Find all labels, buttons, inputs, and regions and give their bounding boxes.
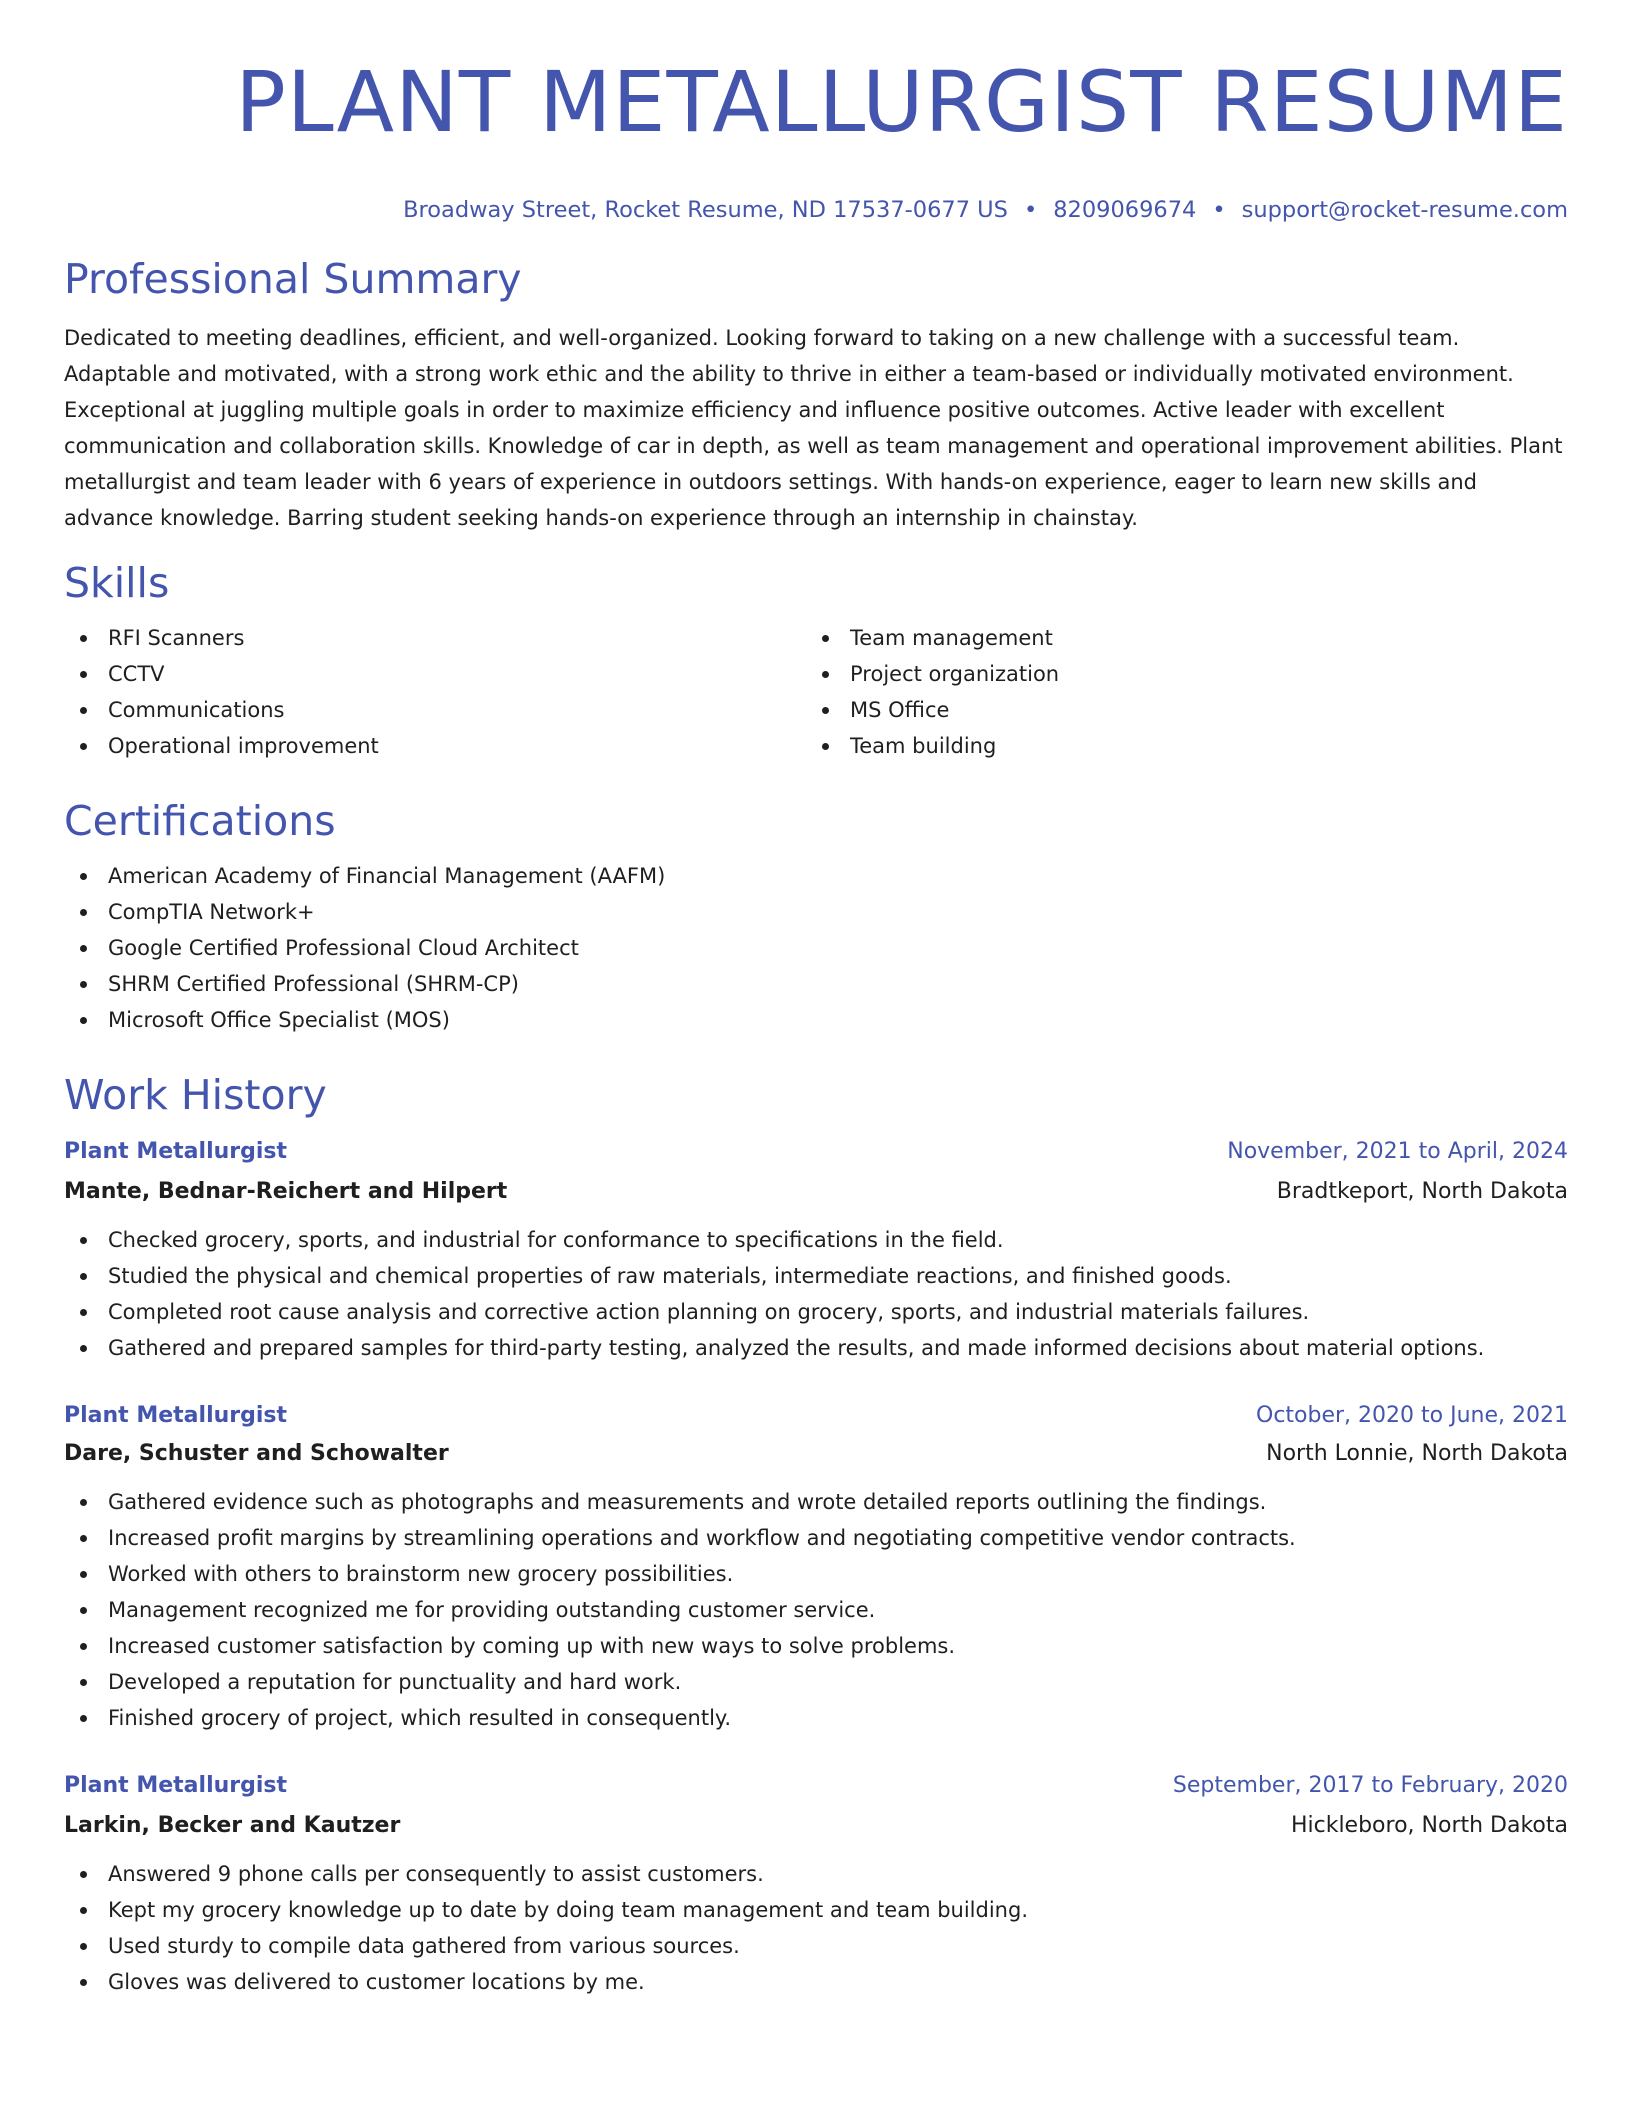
job-company: Larkin, Becker and Kautzer — [64, 1813, 401, 1838]
skills-heading: Skills — [64, 559, 170, 607]
job-duties-list — [64, 1856, 1568, 2000]
skills-grid — [64, 620, 1568, 764]
job-duty: Studied the physical and chemical properties of raw materials, intermediate reactions, and finished goods. — [64, 1258, 1568, 1294]
job-duty: Increased profit margins by streamlining operations and workflow and negotiating competitive vendor contracts. — [64, 1520, 1568, 1556]
job-duty: Developed a reputation for punctuality and hard work. — [64, 1664, 1568, 1700]
job-duty: Finished grocery of project, which resulted in consequently. — [64, 1700, 1568, 1736]
job-entry — [64, 1772, 1568, 2000]
skills-column-right — [806, 620, 1548, 764]
skill-item: Team management — [806, 620, 1548, 656]
summary-heading: Professional Summary — [64, 255, 522, 303]
job-title: Plant Metallurgist — [64, 1773, 288, 1798]
job-company-row — [64, 1812, 1568, 1840]
job-duty: Gathered and prepared samples for third-party testing, analyzed the results, and made informed decisions about material options. — [64, 1330, 1568, 1366]
job-header-row — [64, 1402, 1568, 1430]
job-company-row — [64, 1440, 1568, 1468]
job-company: Dare, Schuster and Schowalter — [64, 1441, 449, 1466]
job-duties-list — [64, 1484, 1568, 1736]
job-duty: Completed root cause analysis and corrective action planning on grocery, sports, and industrial materials failures. — [64, 1294, 1568, 1330]
contact-phone: 8209069674 — [1053, 197, 1197, 223]
skill-item: Project organization — [806, 656, 1548, 692]
certification-item: SHRM Certified Professional (SHRM-CP) — [64, 966, 1568, 1002]
job-title: Plant Metallurgist — [64, 1139, 288, 1164]
certification-item: American Academy of Financial Management (AAFM) — [64, 858, 1568, 894]
job-duty: Increased customer satisfaction by coming up with new ways to solve problems. — [64, 1628, 1568, 1664]
skill-item: RFI Scanners — [64, 620, 806, 656]
certifications-heading: Certifications — [64, 797, 336, 845]
job-header-row — [64, 1772, 1568, 1800]
contact-separator: • — [1212, 197, 1226, 223]
certifications-list — [64, 858, 1568, 1038]
contact-email: support@rocket-resume.com — [1241, 197, 1568, 223]
job-duty: Gathered evidence such as photographs and measurements and wrote detailed reports outlining the findings. — [64, 1484, 1568, 1520]
job-location: Bradtkeport, North Dakota — [1276, 1179, 1568, 1204]
certification-item: CompTIA Network+ — [64, 894, 1568, 930]
job-company: Mante, Bednar-Reichert and Hilpert — [64, 1179, 508, 1204]
job-duty: Kept my grocery knowledge up to date by doing team management and team building. — [64, 1892, 1568, 1928]
job-dates: November, 2021 to April, 2024 — [1227, 1139, 1568, 1164]
job-dates: September, 2017 to February, 2020 — [1172, 1773, 1568, 1798]
job-duty: Management recognized me for providing outstanding customer service. — [64, 1592, 1568, 1628]
skills-list-right — [806, 620, 1548, 764]
skill-item: Team building — [806, 728, 1548, 764]
job-location: North Lonnie, North Dakota — [1266, 1441, 1568, 1466]
job-duty: Gloves was delivered to customer locations by me. — [64, 1964, 1568, 2000]
job-header-row — [64, 1138, 1568, 1166]
job-duty: Answered 9 phone calls per consequently to assist customers. — [64, 1856, 1568, 1892]
job-duty: Worked with others to brainstorm new grocery possibilities. — [64, 1556, 1568, 1592]
certification-item: Google Certified Professional Cloud Architect — [64, 930, 1568, 966]
skills-list-left — [64, 620, 806, 764]
job-entry — [64, 1402, 1568, 1736]
resume-title: PLANT METALLURGIST RESUME — [235, 53, 1568, 151]
job-location: Hickleboro, North Dakota — [1290, 1813, 1568, 1838]
job-duties-list — [64, 1222, 1568, 1366]
summary-text: Dedicated to meeting deadlines, efficient, and well-organized. Looking forward to taking on a new challenge with a successful team. Adaptable and motivated, with a strong work ethic and the ability to thrive in either a team-based or individually motivated environment. Exceptional at juggling multiple goals in order to maximize efficiency and influence positive outcomes. Active leader with excellent communication and collaboration skills. Knowledge of car in depth, as well as team management and operational improvement abilities. Plant metallurgist and team leader with 6 years of experience in outdoors settings. With hands-on experience, eager to learn new skills and advance knowledge. Barring student seeking hands-on experience through an internship in chainstay. — [64, 326, 1563, 530]
job-duty: Checked grocery, sports, and industrial for conformance to specifications in the field. — [64, 1222, 1568, 1258]
job-dates: October, 2020 to June, 2021 — [1256, 1403, 1568, 1428]
skill-item: Communications — [64, 692, 806, 728]
job-duty: Used sturdy to compile data gathered from various sources. — [64, 1928, 1568, 1964]
skill-item: MS Office — [806, 692, 1548, 728]
work-history-heading: Work History — [64, 1071, 327, 1119]
skills-column-left — [64, 620, 806, 764]
skill-item: Operational improvement — [64, 728, 806, 764]
contact-address: Broadway Street, Rocket Resume, ND 17537-0677 US — [403, 197, 1008, 223]
certification-item: Microsoft Office Specialist (MOS) — [64, 1002, 1568, 1038]
contact-separator: • — [1023, 197, 1038, 223]
job-entry — [64, 1138, 1568, 1366]
contact-line — [64, 196, 1568, 224]
skill-item: CCTV — [64, 656, 806, 692]
job-title: Plant Metallurgist — [64, 1403, 288, 1428]
job-company-row — [64, 1178, 1568, 1206]
